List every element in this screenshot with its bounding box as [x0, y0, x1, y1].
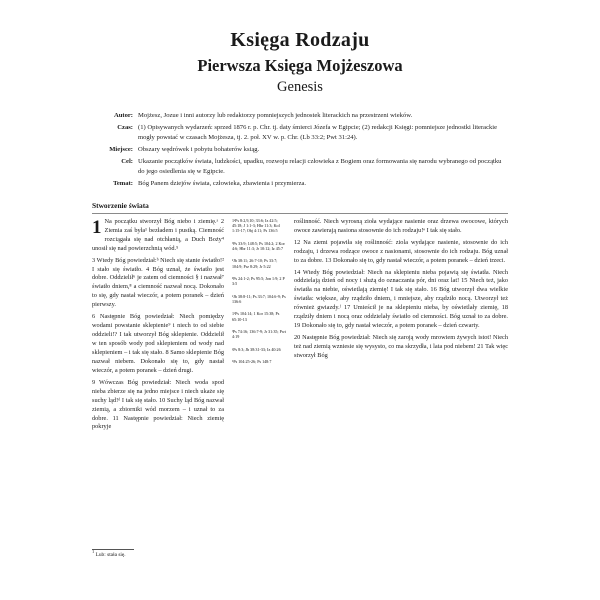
paragraph: roślinność. Niech wyrosną zioła wydające nasienie oraz drzewa owocowe, których owoce zawierają nasiona stosownie do ich rodzaju!ᵉ I tak się stało. — [294, 217, 508, 234]
cross-reference: 1ᵉPs 104:14; 1 Kor 15:38; Ps 65:10-13 — [232, 311, 280, 322]
cross-reference: ²Jb 38:11; 26:7-10; Ps 33:7; 104:9; Prz 8:29; Jr 5:22 — [232, 258, 278, 269]
paragraph: 6 Następnie Bóg powiedział: Niech pomiędzy wodami powstanie sklepienie⁹ i niech to od siebie oddzieli!? I tak utworzył Bóg sklepienie. Oddzielił w ten sposób wody pod sklepieniem od wody nad sklepieniem – i tak się stało. 8 Samo sklepienie Bóg nazwał niebem. Dokonało się to, gdy nastał wieczór, a potem poranek – dzień drugi. — [92, 313, 224, 374]
metadata-value-place: Obszary wędrówek i pobytu bohaterów ksiąg. — [138, 145, 260, 153]
footnote-text: Lub: stała się. — [95, 552, 126, 559]
cross-reference: ᶠPs 74:16; 136:7-9; Jr 31:35; Pwt 4:19 — [232, 328, 286, 340]
metadata-value-author: Mojżesz, Jozue i inni autorzy lub redaktorzy pomniejszych jednostek literackich na przestrzeni wieków. — [138, 112, 413, 120]
column-left — [92, 218, 228, 540]
page-title: Księga Rodzaju — [230, 29, 370, 51]
metadata-label-theme: Temat: — [113, 179, 133, 187]
metadata-row — [92, 179, 508, 189]
cross-reference: ᵇPs 33:9; 148:5; Ps 104:2; 2 Kor 4:6; Hbr 11:3; Jr 10:12; Iz 45:7 — [232, 240, 285, 252]
footnote-marker: 1 — [92, 549, 95, 555]
metadata-value-theme: Bóg Panem dziejów świata, człowieka, zbawienia i przymierza. — [138, 179, 307, 187]
metadata-label-author: Autor: — [113, 112, 133, 120]
metadata-row — [92, 145, 508, 155]
book-metadata — [92, 111, 508, 189]
cross-reference: ᵍPs 8:3; Jb 38:31-33; Iz 40:26 — [232, 346, 281, 352]
metadata-label-place: Miejsce: — [109, 145, 133, 153]
paragraph — [92, 218, 224, 254]
paragraph: 12 Na ziemi pojawiła się roślinność: ziola wydające nasienie, stosownie do ich rodzaju, i drzewa rodzące owoce z nasionami, stosownie do ich rodzaju. Bóg uznał to za dobre. 13 Dokonało się to, gdy nastał wieczór, a potem poranek – dzień trzeci. — [294, 238, 508, 264]
metadata-label-time: Czas: — [117, 124, 133, 131]
column-right — [290, 218, 508, 540]
drop-cap: 1 — [92, 216, 102, 238]
paragraph: 3 Wtedy Bóg powiedział:ᵇ Niech się stanie światło!² I stało się światło. 4 Bóg uznał, że światło jest dobre. Oddzielił⁶ je zatem od ciemności § i nazwał⁷ światło dniem,⁸ a ciemność nazwał nocą. Dokonało to się, gdy nastał wieczór, a potem poranek – dzień pierwszy. — [92, 256, 224, 309]
body-columns — [92, 213, 508, 540]
section-heading: Stworzenie świata — [92, 200, 149, 210]
metadata-row — [92, 123, 508, 143]
paragraph: 20 Następnie Bóg powiedział: Niech się zaroją wody mrowiem żywych istot! Niech też nad ziemią wzniesie się wysysto, co ma skrzydła, i lata pod niebem! 21 Tak więc stworzył Bóg — [294, 334, 508, 359]
metadata-value-time: (1) Opisywanych wydarzeń: sprzed 1876 r. p. Chr. tj. daty śmierci Józefa w Egipcie; (2) redakcji Księgi: pomniejsze jednostki literackie mogły powstać w czasach Mojżesza, tj. 2. poł. XV w. p. Chr. (Lb 33:2; Pwt 31:24). — [138, 124, 498, 142]
footnote-divider — [92, 549, 134, 550]
footnote — [92, 549, 228, 560]
metadata-row — [92, 111, 508, 121]
cross-reference: ᵈJb 38:8-11; Ps 33:7; 104:6-9; Ps 136:6 — [232, 293, 286, 304]
cross-reference: ʰPs 104:25-26; Ps 148:7 — [232, 358, 272, 364]
footnote-area — [92, 546, 228, 560]
page-subtitle: Pierwsza Księga Mojżeszowa — [197, 56, 403, 75]
column-cross-references — [228, 218, 290, 540]
paragraph: 14 Wtedy Bóg powiedział: Niech na sklepieniu nieba pojawią się światła. Niech oddzielają dzień od nocy i służą do oznaczania pór, dni oraz lat! 15 Niech też, jako światła na niebie, oświetlają ziemię! I tak się stało. 16 Bóg utworzył dwa wielkie światła: większe, aby rządziło dniem, i mniejsze, aby rządziło nocą. Utworzył też również gwiazdy.ᶠ 17 Umieścił je na sklepieniu nieba, by oświetlały ziemię, 18 rządziły dniem i nocą oraz oddzielały światło od ciemności. Bóg uznał to za dobre. 19 Dokonało się to, gdy nastał wieczór, a potem poranek – dzień czwarty. — [294, 268, 508, 330]
paragraph: 9 Wówczas Bóg powiedział: Niech woda spod nieba zbierze się na jedno miejsce i niech ukaże się suchy ląd!ᵈ I tak się stało. 10 Suchy ląd Bóg nazwał ziemią, a zbiorniki wód morzem – i uznał to za dobre. 11 Następnie powiedział: Niech ziemię pokryje — [92, 378, 224, 431]
page-title-latin: Genesis — [277, 79, 323, 96]
metadata-label-purpose: Cel: — [121, 157, 133, 165]
cross-reference: ³Ps 24:1-2; Ps 95:5; Jon 1:9; 2 P 3:5 — [232, 276, 285, 287]
cross-reference: 1ᵃPs 8:2,9,10; 33:6; Iz 42:5; 45:18; J 1:1-3; Hbr 11:3; Kol 1:15-17; Obj 4:11; Ps 136:5 — [232, 217, 280, 234]
title-block — [92, 28, 508, 97]
metadata-row — [92, 157, 508, 177]
metadata-value-purpose: Ukazanie początków świata, ludzkości, upadku, rozwoju relacji człowieka z Bogiem oraz formowania się narodu wybranego od początku do jego osiedlenia się w Egipcie. — [138, 157, 502, 175]
paragraph-text: Na początku stworzył Bóg niebo i ziemię.ᵃ 2 Ziemia zaś była¹ bezładem i pustką. Ciemność rozciągała się nad otchłanią, a Duch Boży⁴ unosił się nad powierzchnią wód.⁵ — [92, 217, 224, 252]
